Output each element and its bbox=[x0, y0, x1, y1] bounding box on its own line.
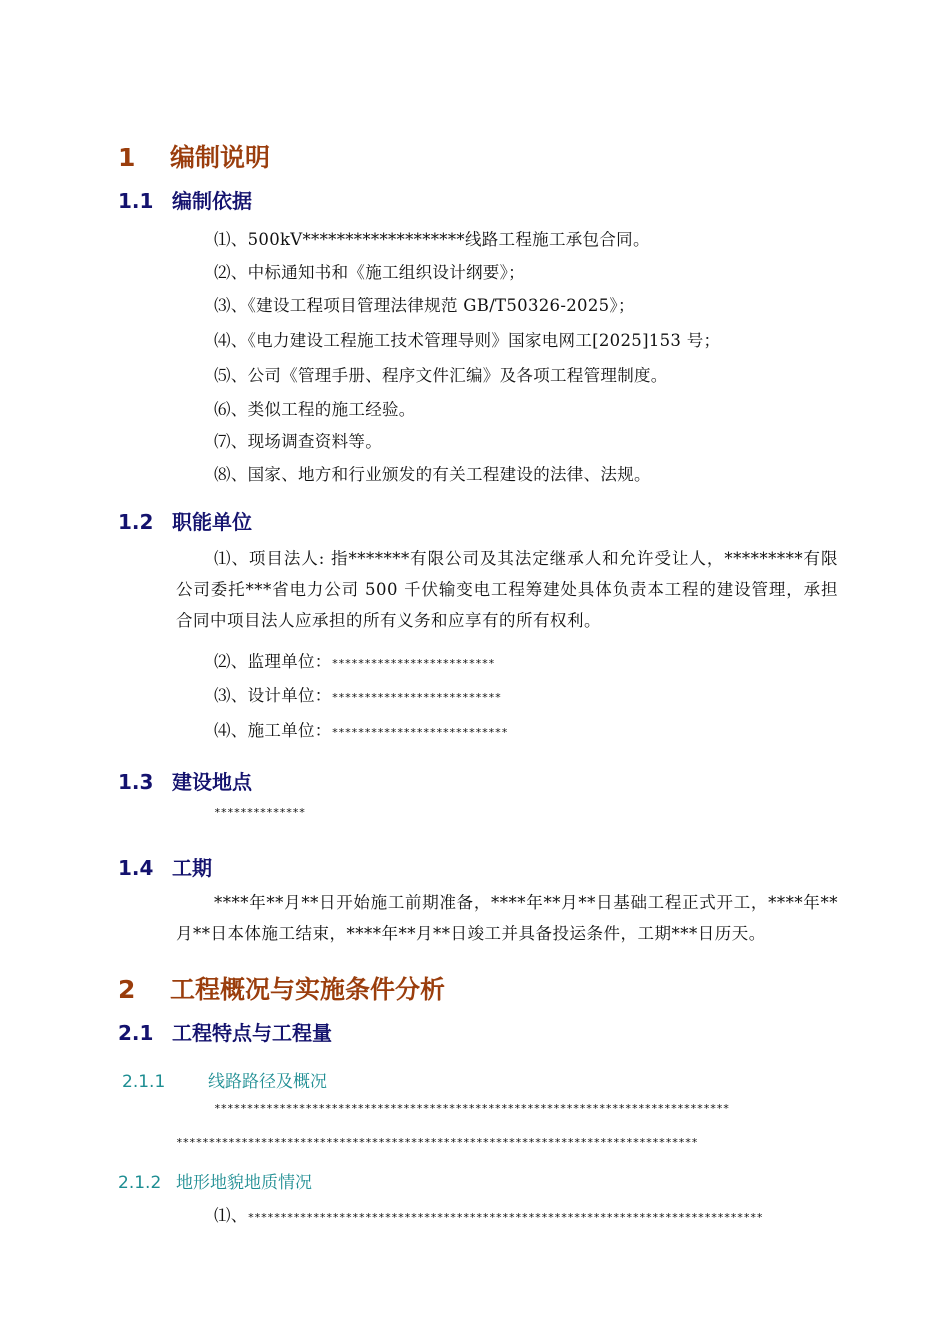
project-owner-paragraph: ⑴、项目法人: 指*******有限公司及其法定继承人和允许受让人，*********有限公司委托***省电力公司 500 千伏输变电工程筹建处具体负责本工程的建设管理，承担合同中项目法人应承担的所有义务和应享有的所有权利。 bbox=[176, 549, 838, 630]
terrain-item-prefix: ⑴、 bbox=[214, 1206, 248, 1225]
section-2-heading bbox=[118, 970, 445, 1006]
section-title: 线路路径及概况 bbox=[208, 1072, 327, 1092]
section-number: 1.4 bbox=[118, 856, 154, 880]
section-1-4-heading bbox=[118, 852, 212, 881]
section-2-1-2-heading bbox=[118, 1168, 312, 1193]
construction-unit-label: ⑷、施工单位： bbox=[214, 721, 332, 740]
basis-item-3: ⑶、《建设工程项目管理法律规范 GB/T50326-2025》； bbox=[214, 296, 635, 315]
section-number: 1.2 bbox=[118, 510, 154, 534]
section-number: 2.1.2 bbox=[118, 1173, 162, 1193]
site-location-value: ************** bbox=[214, 806, 306, 819]
route-overview-line-1: ******************************************************************************* bbox=[214, 1102, 730, 1115]
section-title: 职能单位 bbox=[172, 510, 252, 534]
supervisor-unit-label: ⑵、监理单位： bbox=[214, 652, 332, 671]
basis-item-6: ⑹、类似工程的施工经验。 bbox=[214, 400, 416, 419]
section-title: 工程特点与工程量 bbox=[172, 1021, 332, 1045]
section-2-1-1-heading bbox=[122, 1067, 327, 1092]
schedule-paragraph: ****年**月**日开始施工前期准备，****年**月**日基础工程正式开工，****年**月**日本体施工结束，****年**月**日竣工并具备投运条件，工期***日历天。 bbox=[176, 893, 838, 943]
section-title: 工程概况与实施条件分析 bbox=[170, 975, 446, 1004]
terrain-item-value: ******************************************************************************* bbox=[247, 1211, 763, 1224]
section-number: 1.1 bbox=[118, 189, 154, 213]
terrain-item-1 bbox=[214, 1202, 763, 1226]
basis-item-4: ⑷、《电力建设工程施工技术管理导则》国家电网工[2025]153 号； bbox=[214, 331, 721, 350]
section-1-3-heading bbox=[118, 766, 252, 795]
section-number: 1 bbox=[118, 143, 136, 172]
section-number: 2 bbox=[118, 975, 136, 1004]
section-number: 2.1 bbox=[118, 1021, 154, 1045]
section-1-heading bbox=[118, 138, 270, 174]
section-title: 编制说明 bbox=[170, 143, 271, 172]
basis-item-8: ⑻、国家、地方和行业颁发的有关工程建设的法律、法规。 bbox=[214, 465, 651, 484]
design-unit-row bbox=[214, 682, 501, 706]
section-title: 编制依据 bbox=[172, 189, 252, 213]
section-title: 工期 bbox=[172, 856, 212, 880]
section-number: 2.1.1 bbox=[122, 1072, 166, 1092]
section-1-2-heading bbox=[118, 506, 252, 535]
section-1-1-heading bbox=[118, 185, 252, 214]
construction-unit-row bbox=[214, 717, 508, 741]
construction-unit-value: *************************** bbox=[331, 726, 508, 739]
basis-item-1: ⑴、500kV*******************线路工程施工承包合同。 bbox=[214, 230, 650, 249]
design-unit-label: ⑶、设计单位： bbox=[214, 686, 332, 705]
supervisor-unit-value: ************************* bbox=[331, 657, 495, 670]
basis-item-2: ⑵、中标通知书和《施工组织设计纲要》； bbox=[214, 263, 525, 282]
supervisor-unit-row bbox=[214, 648, 495, 672]
basis-item-7: ⑺、现场调查资料等。 bbox=[214, 432, 382, 451]
section-2-1-heading bbox=[118, 1017, 332, 1046]
section-title: 地形地貌地质情况 bbox=[176, 1173, 312, 1193]
basis-item-5: ⑸、公司《管理手册、程序文件汇编》及各项工程管理制度。 bbox=[214, 366, 668, 385]
design-unit-value: ************************** bbox=[331, 691, 502, 704]
section-title: 建设地点 bbox=[172, 770, 252, 794]
route-overview-line-2: ******************************************************************************** bbox=[176, 1136, 698, 1149]
section-number: 1.3 bbox=[118, 770, 154, 794]
